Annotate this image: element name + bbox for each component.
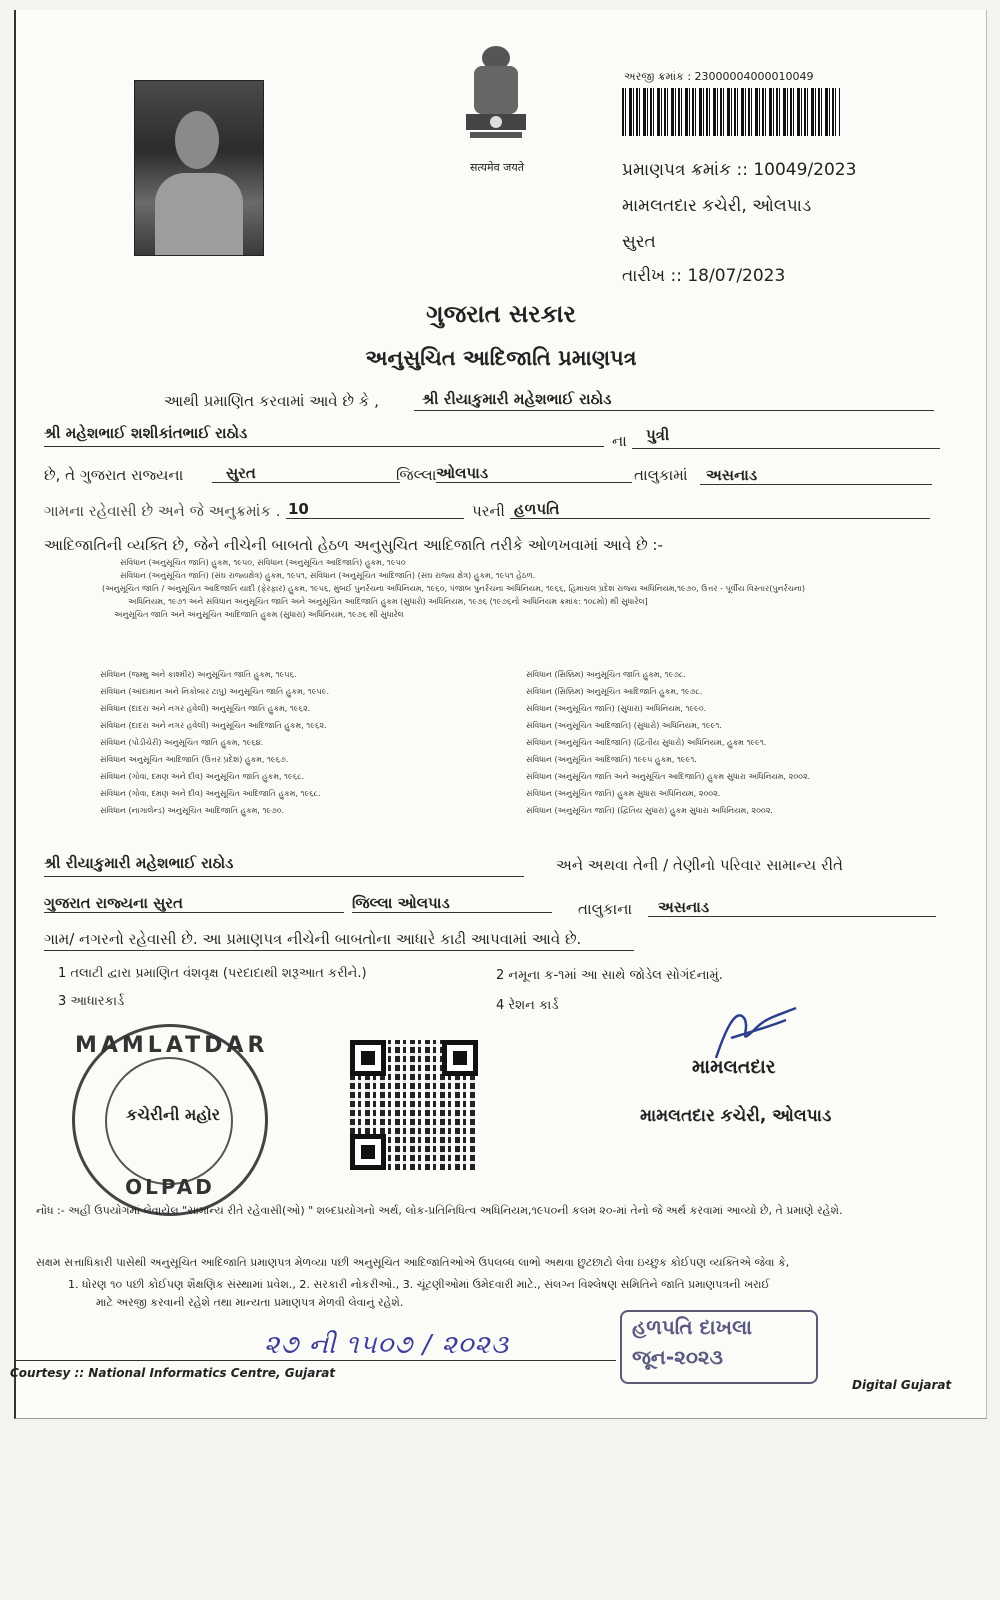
order-line: સંવિધાન (સિક્કિમ) અનુસૂચિત આદિજાતિ હુકમ, ૧૯૭૮. bbox=[526, 687, 703, 696]
qr-code bbox=[350, 1040, 478, 1170]
issued-underline bbox=[44, 950, 634, 951]
residence-village: અસનાડ bbox=[648, 898, 936, 917]
village-value: અસનાડ bbox=[700, 466, 932, 485]
relation: પુત્રી bbox=[632, 426, 940, 449]
order-line: સંવિધાન (દાદરા અને નગર હવેલી) અનુસૂચિત જાતિ હુકમ, ૧૯૬૨. bbox=[100, 704, 311, 713]
basis-item: 2 નમૂના ક-૧માં આ સાથે જોડેલ સોગંદનામું. bbox=[496, 968, 723, 983]
order-line: સંવિધાન (ગોવા, દમણ અને દીવ) અનુસૂચિત જાતિ હુકમ, ૧૯૬૮. bbox=[100, 772, 305, 781]
register-stamp bbox=[620, 1310, 818, 1384]
certificate-type: અનુસુચિત આદિજાતિ પ્રમાણપત્ર bbox=[365, 346, 637, 370]
order-line: સંવિધાન (આંદામાન અને નિકોબાર ટાપુ) અનુસૂચિત જાતિ હુકમ, ૧૯૫૯. bbox=[100, 687, 330, 696]
order-line: સંવિધાન (અનુસૂચિત જાતિ) હુકમ સુધારા અધિનિયમ, ૨૦૦૨. bbox=[526, 789, 721, 798]
basis-item: 4 રેશન કાર્ડ bbox=[496, 998, 559, 1013]
order-line: સંવિધાન (સિક્કિમ) અનુસૂચિત જાતિ હુકમ, ૧૯૭૮. bbox=[526, 670, 686, 679]
barcode bbox=[622, 88, 840, 136]
qr-finder bbox=[350, 1134, 386, 1170]
par-label: પરની bbox=[472, 502, 505, 520]
note-verification: માટે અરજી કરવાની રહેશે તથા માન્યતા પ્રમાણપત્ર મેળવી લેવાનું રહેશે. bbox=[96, 1296, 404, 1309]
order-line: સંવિધાન (અનુસૂચિત જાતિ) (દ્વિતિય સુધારા) હુકમ સુધારા અધિનિયમ, ૨૦૦૨. bbox=[526, 806, 773, 815]
order-line: સંવિધાન (પોંડીચેરી) અનુસૂચિત જાતિ હુકમ, ૧૯૬૪. bbox=[100, 738, 264, 747]
taluka-value: ઓલપાડ bbox=[436, 464, 632, 483]
cert-no-value: :: 10049/2023 bbox=[736, 160, 857, 180]
order-line: સંવિધાન (જમ્મુ અને કાશ્મીર) અનુસૂચિત જાતિ હુકમ, ૧૯૫૬. bbox=[100, 670, 297, 679]
date-value: 18/07/2023 bbox=[687, 266, 786, 286]
issued-text: ગામ/ નગરનો રહેવાસી છે. આ પ્રમાણપત્ર નીચેની બાબતોના આધારે કાઢી આપવામાં આવે છે. bbox=[44, 930, 582, 948]
applicant-photo bbox=[134, 80, 264, 256]
certify-text: આથી પ્રમાણિત કરવામાં આવે છે કે , bbox=[164, 392, 379, 410]
note-purposes: 1. ધોરણ ૧૦ પછી કોઈપણ શૈક્ષણિક સંસ્થામાં પ્રવેશ., 2. સરકારી નોકરીઓ., 3. ચૂંટણીઓમાં ઉમેદવારી માટે., સંલગ્ન વિશ્લેષણ સમિતિને જાતિ પ્રમાણપત્રની ખરાઈ bbox=[68, 1278, 770, 1291]
note-eligibility: સક્ષમ સત્તાધિકારી પાસેથી અનુસૂચિત આદિજાતિ પ્રમાણપત્ર મેળવ્યા પછી અનુસૂચિત આદિજાતિઓએ ઉપલબ્ધ લાભો અથવા છુટછાટો લેવા ઇચ્છુક કોઈપણ વ્યક્તિએ જેવા કે, bbox=[36, 1256, 790, 1269]
order-line: સંવિધાન (નાગાલેન્ડ) અનુસૂચિત આદિજાતિ હુકમ, ૧૯૭૦. bbox=[100, 806, 285, 815]
state-district: ગુજરાત રાજ્યના સુરત bbox=[44, 894, 344, 913]
order-line: સંવિધાન (દાદરા અને નગર હવેલી) અનુસૂચિત આદિજાતિ હુકમ, ૧૯૬૨. bbox=[100, 721, 327, 730]
seal-middle-text: કચેરીની મહોર bbox=[126, 1105, 220, 1124]
footer-divider bbox=[16, 1360, 616, 1361]
district-taluka: જિલ્લા ઓલપાડ bbox=[352, 894, 552, 913]
certificate-sheet bbox=[10, 10, 987, 1419]
order-line: સંવિધાન (અનુસૂચિત આદિજાતિ) (સુધારો) અધિનિયમ, ૧૯૯૧. bbox=[526, 721, 722, 730]
footer-courtesy: Courtesy :: National Informatics Centre, Gujarat bbox=[10, 1366, 336, 1380]
residence-person-name: શ્રી રીયાકુમારી મહેશભાઈ રાઠોડ bbox=[44, 854, 524, 877]
order-line: સંવિધાન (અનુસૂચિત આદિજાતિ) ૧૯૯૫ હુકમ, ૧૯૯૧. bbox=[526, 755, 697, 764]
order-line: અનુસૂચિત જાતિ અને અનુસૂચિત આદિજાતિ હુકમ (સુધારા) અધિનિયમ, ૧૯૭૬ થી સુધારેલ bbox=[114, 610, 404, 619]
page-title: ગુજરાત સરકાર bbox=[426, 300, 576, 328]
order-line: સંવિધાન (અનુસૂચિત જાતિ અને અનુસૂચિત આદિજાતિ) હુકમ સુધારા અધિનિયમ, ૨૦૦૨. bbox=[526, 772, 811, 781]
order-line: સંવિધાન (અનુસૂચિત જાતિ) (સંઘ રાજ્યક્ષેત્ર) હુકમ, ૧૯૫૧, સંવિધાન (અનુસૂચિત આદિજાતિ) (સંઘ રાજ્ય ક્ષેત્ર) હુકમ, ૧૯૫૧ હેઠળ. bbox=[120, 571, 536, 580]
signatory-office: મામલતદાર કચેરી, ઓલપાડ bbox=[640, 1106, 832, 1126]
note-residence: નોંધ :- અહીં ઉપયોગમાં લેવાયેલ "સામાન્ય રીતે રહેવાસી(ઓ) " શબ્દપ્રયોગનો અર્થ, લોક-પ્રતિનિધિત્વ અધિનિયમ,૧૯૫૦ની કલમ ૨૦-માં તેનો જે અર્થ કરવામાં આવ્યો છે, તે પ્રમાણે રહેશે. bbox=[36, 1204, 843, 1217]
seal-top-text: MAMLATDAR bbox=[75, 1033, 269, 1058]
qr-finder bbox=[442, 1040, 478, 1076]
tribe-value: હળપતિ bbox=[510, 500, 930, 519]
district-label: જિલ્લા bbox=[396, 466, 437, 484]
qr-finder bbox=[350, 1040, 386, 1076]
office-name: મામલતદાર કચેરી, ઓલપાડ bbox=[622, 196, 812, 216]
orders-right-column bbox=[526, 666, 966, 819]
state-text: છે, તે ગુજરાત રાજ્યના bbox=[44, 466, 184, 484]
signatory-title: મામલતદાર bbox=[692, 1056, 776, 1078]
footer-brand: Digital Gujarat bbox=[852, 1378, 952, 1392]
district-value: સુરત bbox=[212, 464, 400, 483]
register-stamp-line: જૂન-૨૦૨૩ bbox=[632, 1345, 723, 1369]
photo-body bbox=[155, 173, 243, 255]
serial-value: 10 bbox=[286, 500, 464, 519]
seal-bottom-text: OLPAD bbox=[125, 1175, 215, 1199]
na-label: ના bbox=[612, 432, 627, 450]
date-label: તારીખ :: bbox=[622, 266, 682, 286]
order-line: સંવિધાન (અનુસૂચિત જાતિ) (સુધારા) અધિનિયમ, ૧૯૯૦. bbox=[526, 704, 707, 713]
emblem-caption: सत्यमेव जयते bbox=[469, 161, 524, 174]
application-number: અરજી ક્રમાંક : 23000004000010049 bbox=[624, 70, 814, 83]
person-name: શ્રી રીયાકુમારી મહેશભાઈ રાઠોડ bbox=[414, 390, 934, 411]
residence-taluka-label: તાલુકાના bbox=[578, 900, 633, 918]
father-name: શ્રી મહેશભાઈ શશીકાંતભાઈ રાઠોડ bbox=[44, 424, 604, 447]
cert-no-label: પ્રમાણપત્ર ક્રમાંક bbox=[622, 160, 732, 180]
order-line: અધિનિયમ, ૧૯૭૧ અને સંવિધાન અનુસૂચિત જાતિ અને અનુસૂચિત આદિજાતિ હુકમ (સુધારો) અધિનિયમ, ૧૯૭૬ (૧૯૭૬નો અધિનિયમ ક્રમાંક: ૧૦૮મો) થી સુધારેલ] bbox=[128, 597, 648, 606]
national-emblem-icon bbox=[456, 44, 536, 154]
order-line: સંવિધાન અનુસૂચિત આદિજાતિ (ઉત્તર પ્રદેશ) હુકમ, ૧૯૬૭. bbox=[100, 755, 289, 764]
resident-text: ગામના રહેવાસી છે અને જે અનુક્રમાંક . bbox=[44, 502, 281, 520]
order-line: સંવિધાન (ગોવા, દમણ અને દીવ) અનુસૂચિત આદિજાતિ હુકમ, ૧૯૬૮. bbox=[100, 789, 321, 798]
date-row bbox=[622, 266, 785, 286]
taluka-label: તાલુકામાં bbox=[634, 466, 688, 484]
basis-item: 3 આધારકાર્ડ bbox=[58, 994, 125, 1009]
basis-item: 1 તલાટી દ્વારા પ્રમાણિત વંશવૃક્ષ (પરદાદાથી શરૂઆત કરીને.) bbox=[58, 966, 367, 981]
mamlatdar-seal bbox=[72, 1024, 268, 1216]
recognized-text: આદિજાતિની વ્યક્તિ છે, જેને નીચેની બાબતો હેઠળ અનુસુચિત આદિજાતિ તરીકે ઓળખવામાં આવે છે :- bbox=[44, 536, 663, 554]
handwritten-register-entry: ૨૭ ની ૧૫૦૭ / ૨૦૨૩ bbox=[264, 1330, 509, 1360]
order-line: (અનુસૂચિત જાતિ / અનુસૂચિત આદિજાતિ યાદી (ફેરફાર) હુકમ, ૧૯૫૬, મુંબઈ પુનર્રચના અધિનિયમ, ૧૯૬૦, પંજાબ પુનર્રચના અધિનિયમ, ૧૯૬૬, હિમાચલ પ્રદેશ રાજ્ય અધિનિયમ,૧૯૭૦, ઉત્તર - પૂર્વીય વિસ્તાર(પુનર્રચના) bbox=[102, 584, 806, 593]
orders-left-column bbox=[100, 666, 500, 819]
register-stamp-line: હળપતિ દાખલા bbox=[632, 1315, 753, 1339]
office-district: સુરત bbox=[622, 232, 656, 252]
order-line: સંવિધાન (અનુસૂચિત જાતિ) હુકમ, ૧૯૫૦, સંવિધાન (અનુસૂચિત આદિજાતિ) હુકમ, ૧૯૫૦ bbox=[120, 558, 406, 567]
order-line: સંવિધાન (અનુસૂચિત આદિજાતિ) (દ્વિતીય સુધારો) અધિનિયમ, હુકમ ૧૯૯૧. bbox=[526, 738, 767, 747]
photo-face bbox=[175, 111, 219, 169]
certificate-number-row bbox=[622, 160, 856, 180]
family-text: અને અથવા તેની / તેણીનો પરિવાર સામાન્ય રીતે bbox=[556, 856, 843, 874]
orders-top bbox=[102, 556, 972, 621]
